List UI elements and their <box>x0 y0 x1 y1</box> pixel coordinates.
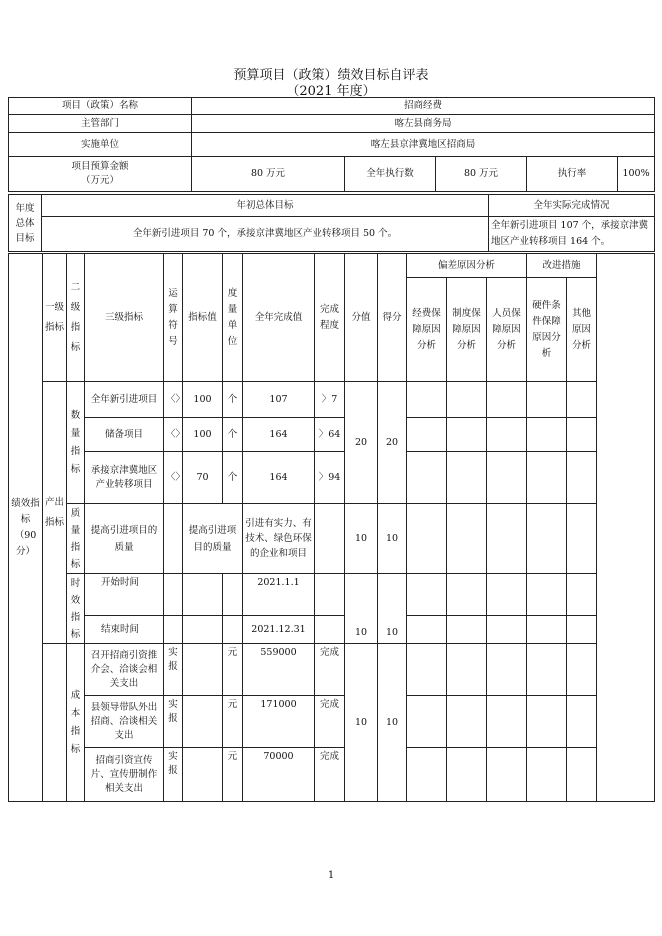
score-header: 分值 <box>345 254 378 382</box>
q-done-2: 164 <box>243 418 315 452</box>
c-op-3: 实报 <box>164 748 183 802</box>
quality-got: 10 <box>378 504 407 574</box>
degree-header: 完成程度 <box>315 254 345 382</box>
c-name-3: 招商引资宣传片、宣传册制作相关支出 <box>85 748 164 802</box>
goals-label: 年度总体目标 <box>9 195 42 252</box>
exec-value: 80 万元 <box>436 157 527 192</box>
table-row <box>9 616 655 644</box>
budget-label-line2: （万元） <box>80 175 119 186</box>
cost-label: 成本指标 <box>67 644 85 802</box>
indicators-table <box>8 253 655 802</box>
output-label: 产出指标 <box>43 382 67 644</box>
deviation-header: 偏差原因分析 <box>407 254 527 278</box>
improve-header: 改进措施 <box>527 254 597 278</box>
c-degree-1: 完成 <box>315 644 345 696</box>
table-row <box>9 644 655 696</box>
c-done-2: 171000 <box>243 696 315 748</box>
quality-label: 质量指标 <box>67 504 85 574</box>
goals-table <box>8 194 655 252</box>
q-unit-3: 个 <box>223 452 243 504</box>
timeliness-score: 10 <box>345 574 378 644</box>
quality-name: 提高引进项目的质量 <box>85 504 164 574</box>
q-op-3: 〈〉 <box>164 452 183 504</box>
t-name-1: 开始时间 <box>85 574 164 616</box>
d1-header: 经费保障原因分析 <box>407 278 447 382</box>
c-unit-2: 元 <box>223 696 243 748</box>
q-unit-1: 个 <box>223 382 243 418</box>
quantity-label: 数量指标 <box>67 382 85 504</box>
c-degree-2: 完成 <box>315 696 345 748</box>
t-name-2: 结束时间 <box>85 616 164 644</box>
c-done-1: 559000 <box>243 644 315 696</box>
table-row <box>9 504 655 574</box>
q-target-2: 100 <box>183 418 223 452</box>
quality-done: 引进有实力、有技术、绿色环保的企业和项目 <box>243 504 315 574</box>
budget-label <box>9 157 192 192</box>
done-header: 全年完成值 <box>243 254 315 382</box>
c-name-2: 县领导带队外出招商、洽谈相关支出 <box>85 696 164 748</box>
q-name-1: 全年新引进项目 <box>85 382 164 418</box>
quality-score: 10 <box>345 504 378 574</box>
plan-text: 全年新引进项目 70 个，承接京津冀地区产业转移项目 50 个。 <box>42 217 489 252</box>
budget-label-line1: 项目预算金额 <box>71 161 129 172</box>
dept-label: 主管部门 <box>9 115 192 133</box>
q-degree-3: 〉94 <box>315 452 345 504</box>
q-done-3: 164 <box>243 452 315 504</box>
year-subtitle: （2021 年度） <box>286 84 376 99</box>
plan-header: 年初总体目标 <box>42 195 489 217</box>
q-done-1: 107 <box>243 382 315 418</box>
q-name-3: 承接京津冀地区产业转移项目 <box>85 452 164 504</box>
timeliness-label: 时效指标 <box>67 574 85 644</box>
q-degree-1: 〉7 <box>315 382 345 418</box>
dept-value: 喀左县商务局 <box>192 115 655 133</box>
c-unit-1: 元 <box>223 644 243 696</box>
info-table <box>8 97 655 192</box>
actual-text: 全年新引进项目 107 个，承接京津冀地区产业转移项目 164 个。 <box>489 217 655 252</box>
c-done-3: 70000 <box>243 748 315 802</box>
exec-label: 全年执行数 <box>345 157 436 192</box>
t-done-1: 2021.1.1 <box>243 574 315 616</box>
table-row <box>9 696 655 748</box>
timeliness-got: 10 <box>378 574 407 644</box>
d2-header: 制度保障原因分析 <box>447 278 487 382</box>
impl-value: 喀左县京津冀地区招商局 <box>192 133 655 157</box>
t-done-2: 2021.12.31 <box>243 616 315 644</box>
got-header: 得分 <box>378 254 407 382</box>
perf-label: 绩效指标（90分） <box>9 254 43 802</box>
lvl2-header: 二级指标 <box>67 254 85 382</box>
q-degree-2: 〉64 <box>315 418 345 452</box>
c-unit-3: 元 <box>223 748 243 802</box>
q-unit-2: 个 <box>223 418 243 452</box>
project-name-label: 项目（政策）名称 <box>9 98 192 115</box>
project-name-value: 招商经费 <box>192 98 655 115</box>
impl-label: 实施单位 <box>9 133 192 157</box>
d4-header: 硬件条件保障原因分析 <box>527 278 567 382</box>
target-header: 指标值 <box>183 254 223 382</box>
lvl1-header: 一级指标 <box>43 254 67 382</box>
q-op-1: 〈〉 <box>164 382 183 418</box>
q-target-3: 70 <box>183 452 223 504</box>
quality-target: 提高引进项目的质量 <box>183 504 243 574</box>
c-op-2: 实报 <box>164 696 183 748</box>
actual-header: 全年实际完成情况 <box>489 195 655 217</box>
c-name-1: 召开招商引资推介会、洽谈会相关支出 <box>85 644 164 696</box>
q-op-2: 〈〉 <box>164 418 183 452</box>
blank-column <box>597 254 655 802</box>
op-header: 运算符号 <box>164 254 183 382</box>
page-title: 预算项目（政策）绩效目标自评表 <box>233 68 429 83</box>
rate-label: 执行率 <box>527 157 618 192</box>
c-op-1: 实报 <box>164 644 183 696</box>
budget-value: 80 万元 <box>192 157 345 192</box>
page-number: 1 <box>327 870 335 881</box>
q-name-2: 储备项目 <box>85 418 164 452</box>
lvl3-header: 三级指标 <box>85 254 164 382</box>
table-row <box>9 748 655 802</box>
cost-got: 10 <box>378 644 407 802</box>
table-row <box>9 574 655 616</box>
d5-header: 其他原因分析 <box>567 278 597 382</box>
q-target-1: 100 <box>183 382 223 418</box>
table-row <box>9 452 655 504</box>
table-row <box>9 418 655 452</box>
quantity-got: 20 <box>378 382 407 504</box>
cost-score: 10 <box>345 644 378 802</box>
d3-header: 人员保障原因分析 <box>487 278 527 382</box>
quantity-score: 20 <box>345 382 378 504</box>
unit-header: 度量单位 <box>223 254 243 382</box>
table-row <box>9 382 655 418</box>
c-degree-3: 完成 <box>315 748 345 802</box>
rate-value: 100% <box>618 157 655 192</box>
